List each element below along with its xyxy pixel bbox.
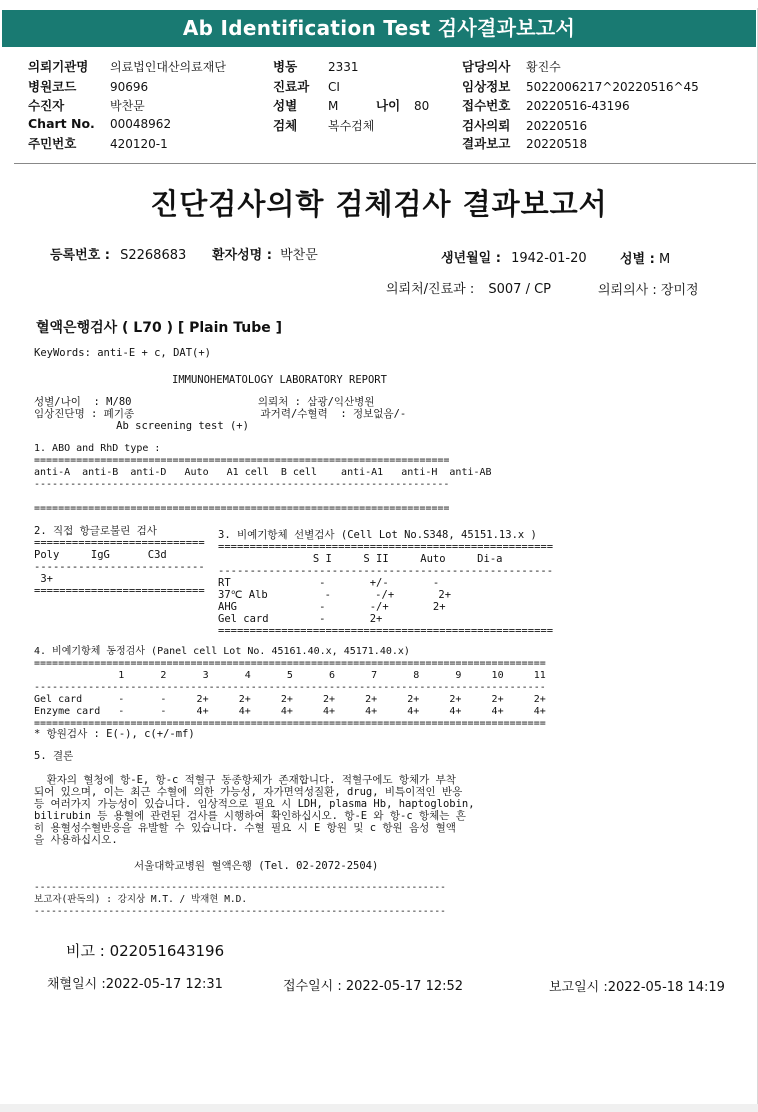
antigen-line: * 항원검사 : E(-), c(+/-mf) [34,728,195,740]
reporter-block: ------------------------------------------------------------------------ 보고자(판독의) : 강지상 M.T. / 박재현 M.D. ------------------------------------------------------------------------ [34,882,446,917]
field-value: 20220518 [526,137,588,151]
report-label: 보고일시 : [549,980,608,995]
patient-info-block: 성별/나이 : M/80 의뢰처 : 삼광/익산병원 임상진단명 : 폐기종 과거력/수혈력 : 정보없음/- Ab screening test (+) [34,396,407,432]
header-divider [14,163,756,164]
header-col1-row2 [28,77,148,95]
header-col1-row1 [28,57,226,75]
header-col1-row5 [28,134,168,152]
draw-label: 채혈일시 : [47,977,106,992]
bottom-strip [0,1104,758,1112]
header-col1-row3 [28,96,145,114]
field-value: 의료법인대산의료재단 [110,60,226,74]
field-label: 성별 [273,98,298,113]
patient-label: 환자성명 : [212,248,272,263]
field-label: 임상정보 [462,79,511,94]
field-value: 00048962 [110,117,172,131]
field-value: 20220516-43196 [526,99,630,113]
sex-value: M [658,252,671,267]
report-datetime [549,976,725,995]
header-col2-row3 [273,96,338,114]
dept-label: 의뢰처/진료과 : [386,282,475,297]
reg-label: 등록번호 : [50,248,110,263]
field-value: 2331 [328,60,359,74]
dob-value: 1942-01-20 [511,251,587,266]
field-value: 황진수 [526,60,561,74]
field-label: 검사의뢰 [462,118,511,133]
field-value: 박찬문 [110,99,145,113]
reg-value: S2268683 [120,248,187,263]
recv-value: 2022-05-17 12:52 [345,979,464,994]
field-label: 수진자 [28,98,65,113]
header-col2-row1 [273,57,359,75]
keywords-line: KeyWords: anti-E + c, DAT(+) [34,347,212,359]
report-value: 2022-05-18 14:19 [607,980,725,995]
field-label: 주민번호 [28,136,77,151]
abo-rhd-block: 1. ABO and RhD type : ===================================================================== anti-A anti-B anti-D Auto A1 cell B cell anti-A1 anti-H anti-AB --------------------------------------------------------------------- ===================================================================== [34,443,492,514]
field-label: Chart No. [28,116,95,131]
field-value: M [328,99,339,113]
patient-value: 박찬문 [280,248,318,263]
sex [620,248,670,267]
doctor-value: 장미정 [660,283,699,298]
header-col3-row5 [462,134,587,152]
field-value: 80 [414,99,430,113]
header-col3-row4 [462,116,587,134]
field-label: 나이 [376,98,401,113]
recv-label: 접수일시 : [283,979,342,994]
dob-label: 생년월일 : [441,251,501,266]
field-label: 결과보고 [462,136,511,151]
header-col2-row4 [273,116,374,134]
field-label: 접수번호 [462,98,511,113]
header-col2-row2 [273,77,340,95]
panel-block: 4. 비예기항체 동정검사 (Panel cell Lot No. 45161.40.x, 45171.40.x) ===================================================================================== 1 2 3 4 5 6 7 8 9 10 11 ------------------------------------------------------------------------------------- Gel card - - 2+ 2+ 2+ 2+ 2+ 2+ 2+ 2+ 2+ Enzyme card - - 4+ 4+ 4+ 4+ 4+ 4+ 4+ 4+ 4+ ===================================================================================== [34,646,546,729]
conclusion-block: 5. 결론 환자의 혈청에 항-E, 항-c 적혈구 동종항체가 존재합니다. 적혈구에도 항체가 부착 되어 있으며, 이는 최근 수혈에 의한 가능성, 자가면역성질환, drug, 비특이적인 반응 등 여러가지 가능성이 있습니다. 임상적으로 필요 시 LDH, plasma Hb, haptoglobin, bilirubin 등 용혈에 관련된 검사를 시행하여 확인하십시오. 항-E 와 항-c 항체는 흔 히 용혈성수혈반응을 유발할 수 있습니다. 수혈 필요 시 E 항원 및 c 항원 음성 혈액 을 사용하십시오. [34,750,475,846]
reg-no [50,244,186,263]
field-value: 5022006217^20220516^45 [526,80,699,94]
field-label: 검체 [273,118,298,133]
dept [386,278,551,297]
dat-block: 2. 직접 항글로불린 검사 =========================== Poly IgG C3d --------------------------- 3+ =========================== [34,525,205,597]
field-value: CI [328,80,340,94]
window-title: Ab Identification Test 검사결과보고서 [2,10,756,47]
header-col1-row4 [28,116,171,131]
dob [441,247,587,266]
report-title: 진단검사의학 검체검사 결과보고서 [150,187,608,221]
draw-value: 2022-05-17 12:31 [105,977,223,992]
field-label: 진료과 [273,79,310,94]
patient-name [212,244,318,263]
dept-value: S007 / CP [488,282,552,297]
receive-datetime [283,975,463,994]
header-age [376,96,429,114]
doctor-label: 의뢰의사 : [598,283,657,298]
field-label: 담당의사 [462,59,511,74]
header-col3-row1 [462,57,561,75]
hospital-line: 서울대학교병원 혈액은행 (Tel. 02-2072-2504) [134,860,379,872]
test-title: 혈액은행검사 ( L70 ) [ Plain Tube ] [36,320,283,336]
remark-value: 022051643196 [109,942,225,960]
field-value: 420120-1 [110,137,168,151]
field-label: 의뢰기관명 [28,59,89,74]
field-value: 90696 [110,80,149,94]
field-label: 병원코드 [28,79,77,94]
header-col3-row3 [462,96,630,114]
field-value: 복수검체 [328,119,375,133]
header-col3-row2 [462,77,699,95]
draw-datetime [47,973,223,992]
screening-block: 3. 비예기항체 선별검사 (Cell Lot No.S348, 45151.13.x ) ===================================================== S I S II Auto Di-a ----------------------------------------------------- RT - +/- - 37℃ Alb - -/+ 2+ AHG - -/+ 2+ Gel card - 2+ ===================================================== [218,529,554,637]
sex-label: 성별 : [620,252,655,267]
remark [66,940,224,961]
field-value: 20220516 [526,119,588,133]
report-heading: IMMUNOHEMATOLOGY LABORATORY REPORT [172,374,387,386]
field-label: 병동 [273,59,298,74]
ordering-doctor [598,279,699,298]
top-strip [0,0,758,8]
remark-label: 비고 : [66,942,105,960]
